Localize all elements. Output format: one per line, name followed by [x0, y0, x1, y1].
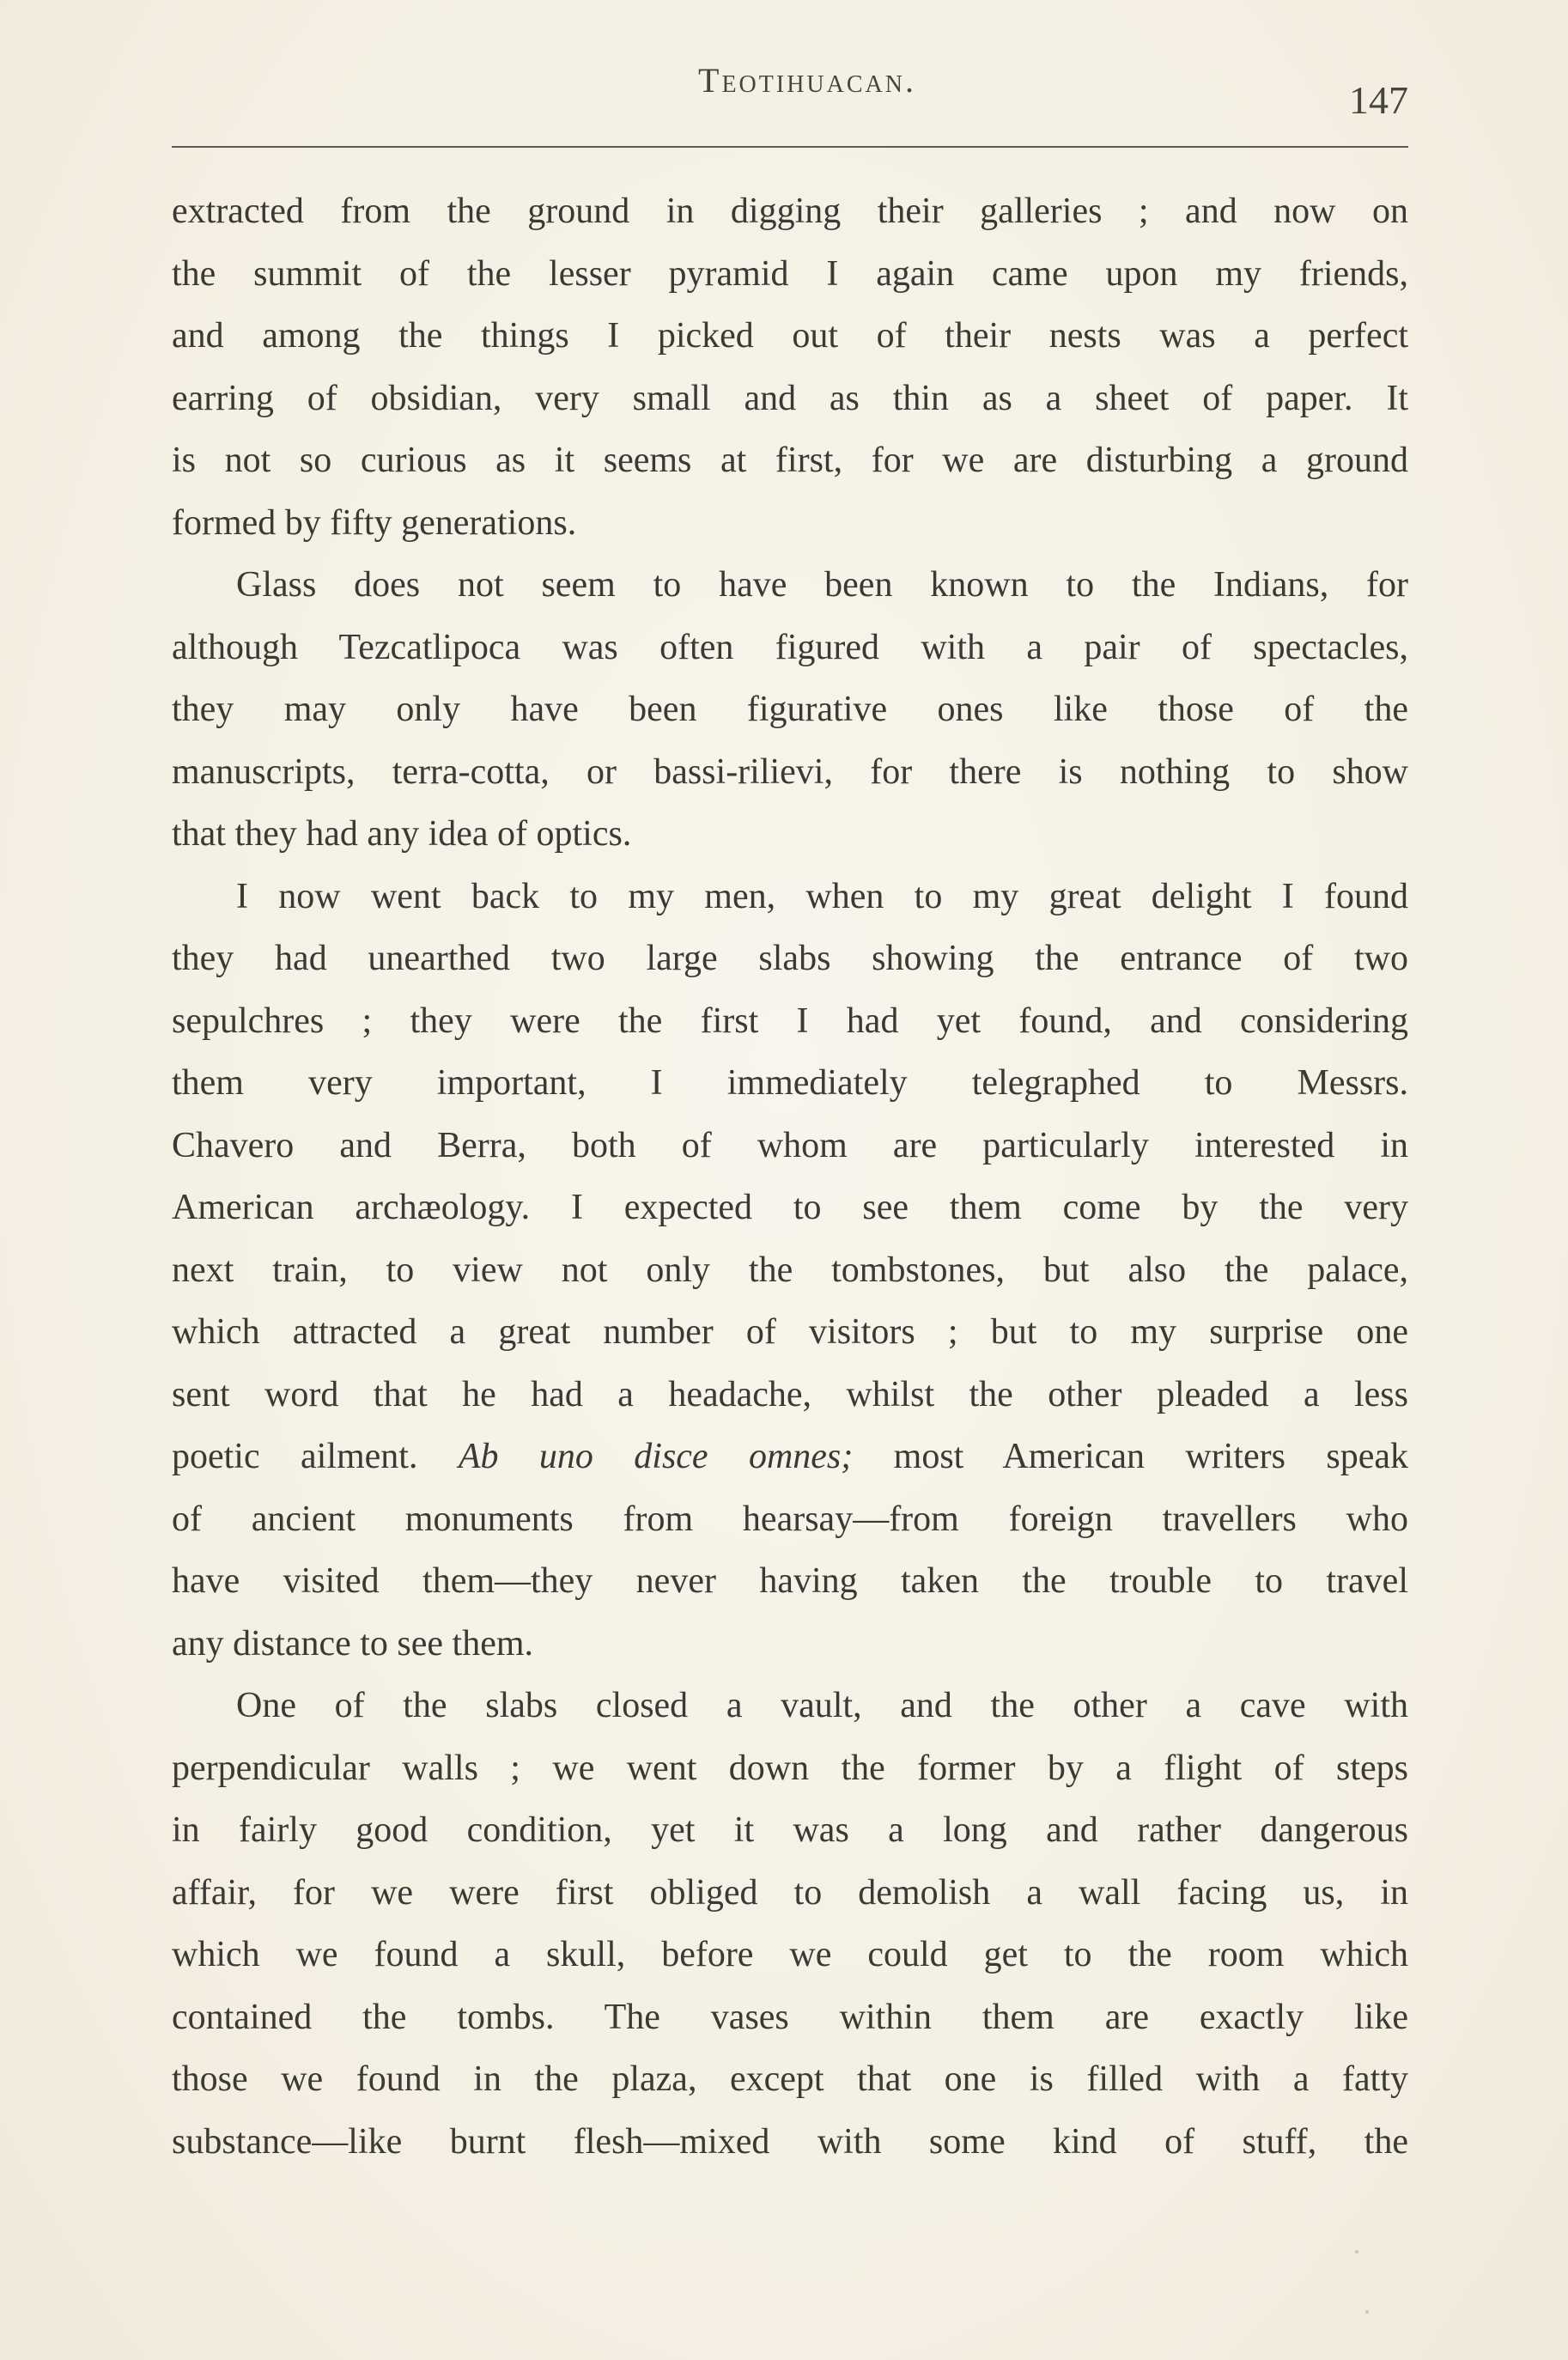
text-line: Glass does not seem to have been known to the Indians, for [236, 565, 1408, 605]
text-line: any distance to see them. [172, 1623, 534, 1664]
running-head [172, 60, 1408, 129]
text-line: American archæology. I expected to see them come by the very [172, 1188, 1408, 1227]
body-text [172, 180, 1408, 2173]
text-line: next train, to view not only the tombstones, but also the palace, [172, 1250, 1408, 1290]
paper-speck [1365, 2310, 1369, 2314]
latin-phrase: Ab uno disce omnes; [458, 1437, 854, 1476]
text-line: manuscripts, terra-cotta, or bassi-rilievi, for there is nothing to show [172, 751, 1408, 792]
line-segment: poetic ailment. [172, 1437, 418, 1476]
paper-speck [1355, 2250, 1358, 2254]
text-line: which attracted a great number of visitors ; but to my surprise one [172, 1312, 1408, 1352]
text-line: formed by fifty generations. [172, 502, 577, 543]
header-rule [172, 146, 1408, 148]
text-line: I now went back to my men, when to my great delight I found [236, 876, 1408, 916]
text-line: perpendicular walls ; we went down the former by a flight of steps [172, 1748, 1408, 1788]
text-line: is not so curious as it seems at first, for we are disturbing a ground [172, 441, 1408, 480]
text-line: substance—like burnt flesh—mixed with some kind of stuff, the [172, 2121, 1408, 2162]
text-line: although Tezcatlipoca was often figured with a pair of spectacles, [172, 627, 1408, 667]
text-line: and among the things I picked out of their nests was a perfect [172, 316, 1408, 356]
page-number: 147 [1349, 78, 1408, 122]
text-line: in fairly good condition, yet it was a long and rather dangerous [172, 1810, 1408, 1850]
text-line: One of the slabs closed a vault, and the other a cave with [236, 1686, 1408, 1725]
text-line: earring of obsidian, very small and as thin as a sheet of paper. It [172, 378, 1408, 418]
text-line: which we found a skull, before we could get to the room which [172, 1935, 1408, 1974]
text-line: contained the tombs. The vases within them are exactly like [172, 1997, 1408, 2037]
text-line: Chavero and Berra, both of whom are particularly interested in [172, 1125, 1408, 1165]
text-line: that they had any idea of optics. [172, 814, 632, 854]
text-line: those we found in the plaza, except that one is filled with a fatty [172, 2059, 1408, 2099]
text-line: have visited them—they never having taken the trouble to travel [172, 1561, 1408, 1601]
text-line: sent word that he had a headache, whilst the other pleaded a less [172, 1374, 1408, 1414]
text-line: they may only have been figurative ones like those of the [172, 690, 1408, 729]
text-line: them very important, I immediately telegraphed to Messrs. [172, 1063, 1408, 1103]
line-segment: most American writers speak [893, 1437, 1409, 1476]
text-line: affair, for we were first obliged to demolish a wall facing us, in [172, 1872, 1408, 1913]
running-title: Teotihuacan. [698, 61, 916, 100]
text-line: they had unearthed two large slabs showing the entrance of two [172, 939, 1408, 978]
text-line: of ancient monuments from hearsay—from foreign travellers who [172, 1499, 1408, 1539]
text-line: sepulchres ; they were the first I had yet found, and considering [172, 1001, 1408, 1041]
text-line-with-italic [172, 1426, 1408, 1488]
text-line: the summit of the lesser pyramid I again came upon my friends, [172, 253, 1408, 294]
text-line: extracted from the ground in digging their galleries ; and now on [172, 192, 1408, 231]
